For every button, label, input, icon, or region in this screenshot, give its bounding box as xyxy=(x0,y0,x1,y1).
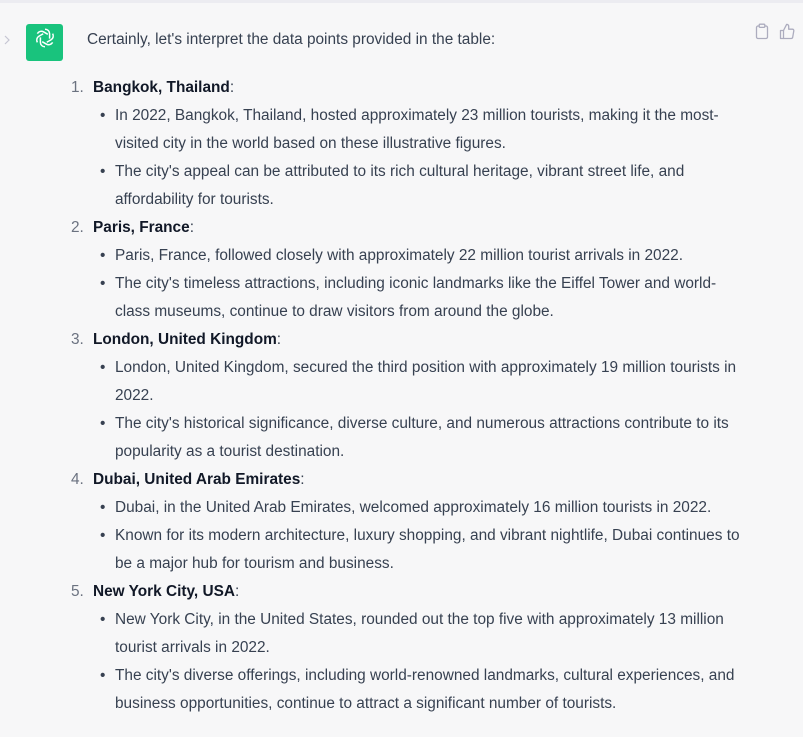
detail-item xyxy=(93,102,745,158)
detail-text: The city's timeless attractions, including iconic landmarks like the Eiffel Tower and world-class museums, continue to draw visitors from around the globe. xyxy=(115,275,717,320)
detail-item xyxy=(93,494,745,522)
bullet-icon: • xyxy=(100,275,106,292)
list-number: 1. xyxy=(71,79,84,96)
city-ranking-list xyxy=(0,74,803,718)
bullet-icon: • xyxy=(100,359,106,376)
assistant-avatar xyxy=(26,24,63,61)
city-heading xyxy=(93,214,803,242)
detail-text: Known for its modern architecture, luxury shopping, and vibrant nightlife, Dubai continues to be a major hub for tourism and business. xyxy=(115,527,740,572)
city-heading-colon: : xyxy=(189,219,194,236)
message-intro: Certainly, let's interpret the data points provided in the table: xyxy=(87,31,496,48)
list-number: 4. xyxy=(71,471,84,488)
detail-text: London, United Kingdom, secured the third position with approximately 19 million tourists in 2022. xyxy=(115,359,737,404)
list-number: 2. xyxy=(71,219,84,236)
detail-item xyxy=(93,662,745,718)
detail-list xyxy=(93,242,803,326)
assistant-answer xyxy=(0,74,803,718)
detail-item xyxy=(93,410,745,466)
list-item xyxy=(0,214,803,326)
bullet-icon: • xyxy=(100,499,106,516)
detail-text: The city's historical significance, diverse culture, and numerous attractions contribute to its popularity as a tourist destination. xyxy=(115,415,729,460)
bullet-icon: • xyxy=(100,667,106,684)
message-actions xyxy=(754,27,795,45)
detail-item xyxy=(93,242,745,270)
detail-text: Dubai, in the United Arab Emirates, welcomed approximately 16 million tourists in 2022. xyxy=(115,499,712,516)
city-heading-colon: : xyxy=(300,471,305,488)
city-heading xyxy=(93,466,803,494)
detail-list xyxy=(93,354,803,466)
detail-item xyxy=(93,522,745,578)
city-heading-colon: : xyxy=(234,583,240,600)
chevron-right-icon[interactable] xyxy=(3,30,11,50)
detail-text: Paris, France, followed closely with approximately 22 million tourist arrivals in 2022. xyxy=(115,247,683,264)
bullet-icon: • xyxy=(100,107,106,124)
detail-list xyxy=(93,606,803,718)
bullet-icon: • xyxy=(100,527,106,544)
city-name: Bangkok, Thailand xyxy=(93,79,230,96)
city-name: Dubai, United Arab Emirates xyxy=(93,471,301,488)
like-button[interactable] xyxy=(779,27,795,45)
clipboard-icon xyxy=(755,22,769,50)
city-heading xyxy=(93,578,803,606)
bullet-icon: • xyxy=(100,163,106,180)
thumbs-up-icon xyxy=(779,22,795,50)
detail-item xyxy=(93,606,745,662)
city-name: Paris, France xyxy=(93,219,190,236)
city-heading xyxy=(93,74,803,102)
list-number: 5. xyxy=(71,583,84,600)
bullet-icon: • xyxy=(100,247,106,264)
list-item xyxy=(0,466,803,578)
detail-item xyxy=(93,270,745,326)
top-divider xyxy=(0,0,803,3)
bullet-icon: • xyxy=(100,611,106,628)
city-heading xyxy=(93,326,803,354)
city-heading-colon: : xyxy=(276,331,282,348)
list-item xyxy=(0,74,803,214)
detail-text: The city's diverse offerings, including world-renowned landmarks, cultural experiences, and business opportunities, continue to attract a significant number of tourists. xyxy=(115,667,735,712)
detail-item xyxy=(93,158,745,214)
city-name: New York City, USA xyxy=(93,583,235,600)
list-number: 3. xyxy=(71,331,84,348)
bullet-icon: • xyxy=(100,415,106,432)
list-item xyxy=(0,326,803,466)
detail-text: In 2022, Bangkok, Thailand, hosted approximately 23 million tourists, making it the most-visited city in the world based on these illustrative figures. xyxy=(115,107,719,152)
detail-text: The city's appeal can be attributed to its rich cultural heritage, vibrant street life, and affordability for tourists. xyxy=(115,163,685,208)
detail-item xyxy=(93,354,745,410)
copy-button[interactable] xyxy=(754,27,770,45)
city-name: London, United Kingdom xyxy=(93,331,277,348)
openai-logo-icon xyxy=(33,26,57,60)
city-heading-colon: : xyxy=(229,79,235,96)
detail-text: New York City, in the United States, rounded out the top five with approximately 13 million tourist arrivals in 2022. xyxy=(115,611,724,656)
detail-list xyxy=(93,102,803,214)
list-item xyxy=(0,578,803,718)
detail-list xyxy=(93,494,803,578)
